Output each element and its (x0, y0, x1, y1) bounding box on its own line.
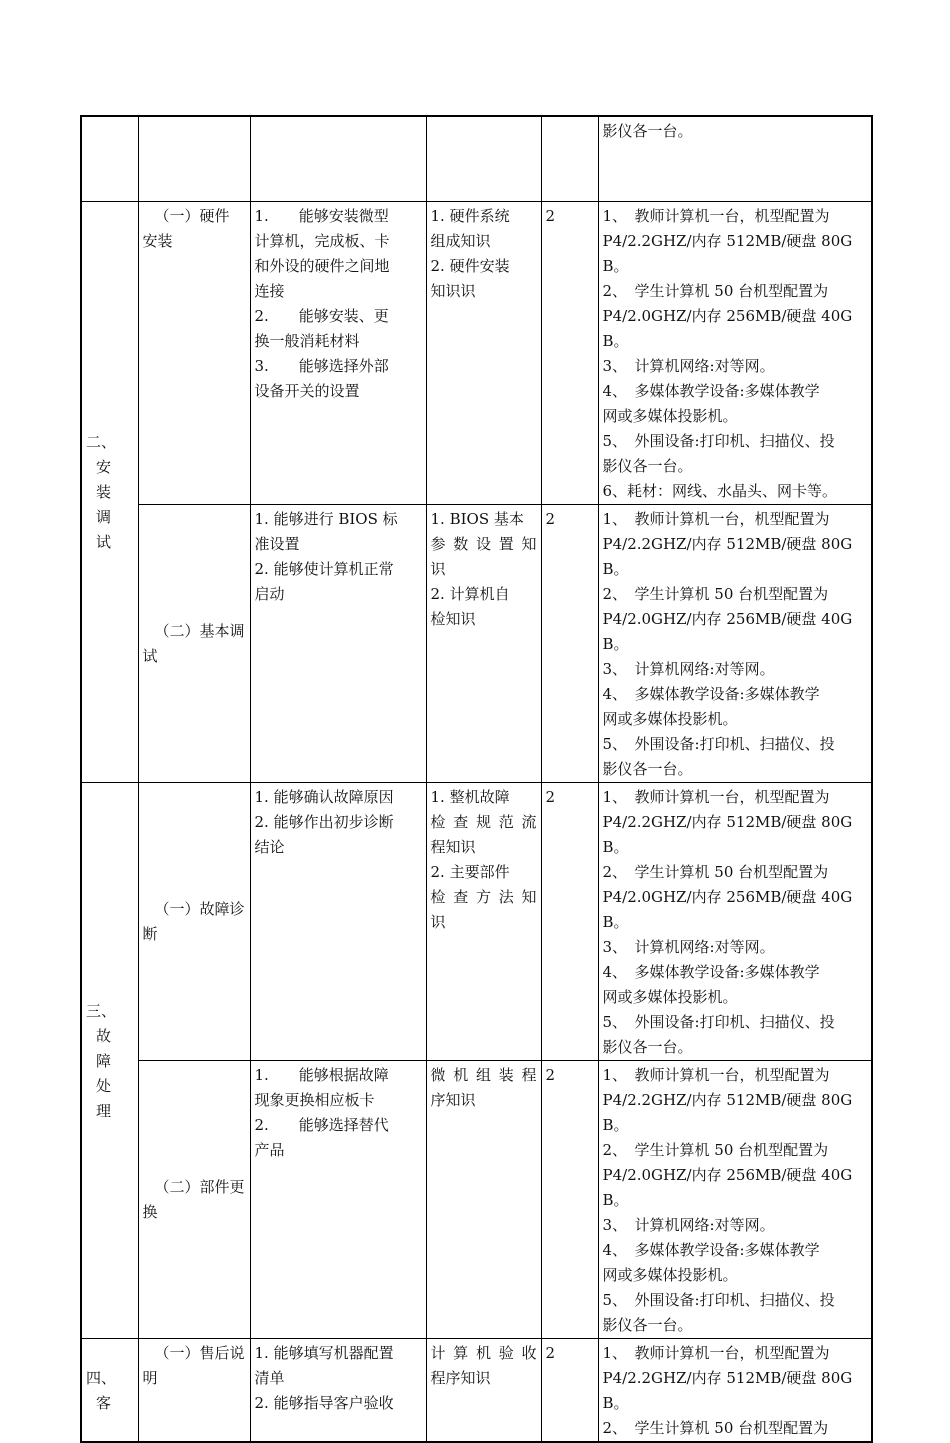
equipment-line: 5、 外围设备:打印机、扫描仪、投 (602, 734, 835, 753)
skill-line: 2. 能够选择替代 (254, 1115, 389, 1134)
module-title-line: 试 (96, 533, 112, 551)
course-syllabus-table (80, 115, 873, 1443)
skill-line: 2. 能够指导客户验收 (254, 1393, 394, 1412)
module-title-line: 理 (96, 1101, 112, 1120)
unit-cell (138, 116, 250, 201)
equipment-cell (598, 1338, 872, 1442)
unit-title-line: 安装 (142, 231, 173, 250)
skill-line: 3. 能够选择外部 (254, 356, 389, 375)
equipment-line: 1、 教师计算机一台，机型配置为 (602, 1343, 830, 1362)
hours-value: 2 (545, 206, 556, 225)
equipment-line: 4、 多媒体教学设备:多媒体教学 (602, 962, 820, 981)
knowledge-cell (426, 782, 541, 1060)
equipment-line: 影仪各一台。 (602, 122, 693, 140)
table-row (81, 1060, 872, 1338)
skill-line: 1. 能够确认故障原因 (254, 787, 394, 806)
skill-line: 清单 (254, 1368, 285, 1387)
equipment-line: 3、 计算机网络:对等网。 (602, 356, 775, 375)
skill-line: 1. 能够根据故障 (254, 1065, 389, 1084)
equipment-line: P4/2.2GHZ/内存 512MB/硬盘 80GB。 (602, 1090, 853, 1134)
equipment-line: 1、 教师计算机一台，机型配置为 (602, 1065, 830, 1084)
equipment-line: 4、 多媒体教学设备:多媒体教学 (602, 1240, 820, 1259)
knowledge-cell (426, 504, 541, 782)
equipment-line: 4、 多媒体教学设备:多媒体教学 (602, 381, 820, 400)
knowledge-cell (426, 1060, 541, 1338)
unit-title-line: 断 (142, 925, 158, 943)
skills-cell (250, 116, 426, 201)
equipment-line: 3、 计算机网络:对等网。 (602, 937, 775, 956)
equipment-line: 2、 学生计算机 50 台机型配置为 (602, 281, 829, 300)
knowledge-line: 识 (430, 559, 446, 578)
module-cell-fault (81, 782, 138, 1338)
unit-title-line: 换 (142, 1203, 158, 1221)
equipment-line: 影仪各一台。 (602, 456, 693, 475)
skill-line: 设备开关的设置 (254, 381, 360, 400)
unit-title-line: （二）部件更 (154, 1178, 245, 1196)
equipment-line: P4/2.0GHZ/内存 256MB/硬盘 40GB。 (602, 887, 853, 931)
skills-cell (250, 782, 426, 1060)
equipment-line: 4、 多媒体教学设备:多媒体教学 (602, 684, 820, 703)
table-row (81, 201, 872, 504)
skills-cell (250, 201, 426, 504)
knowledge-cell (426, 116, 541, 201)
equipment-line: P4/2.2GHZ/内存 512MB/硬盘 80GB。 (602, 1368, 853, 1412)
equipment-line: 1、 教师计算机一台，机型配置为 (602, 787, 830, 806)
knowledge-line: 2. 硬件安装 (430, 256, 510, 275)
module-title-line: 安 (96, 458, 112, 476)
knowledge-cell (426, 201, 541, 504)
knowledge-line: 2. 主要部件 (430, 862, 510, 881)
equipment-line: 影仪各一台。 (602, 1037, 693, 1056)
knowledge-line: 序知识 (430, 1090, 476, 1109)
equipment-line: 5、 外围设备:打印机、扫描仪、投 (602, 1290, 835, 1309)
equipment-cell (598, 782, 872, 1060)
skill-line: 2. 能够作出初步诊断 (254, 812, 394, 831)
module-title-line: 装 (96, 483, 112, 501)
skill-line: 连接 (254, 281, 285, 300)
module-cell (81, 116, 138, 201)
equipment-cell (598, 1060, 872, 1338)
equipment-cell (598, 116, 872, 201)
knowledge-line: 检知识 (430, 609, 476, 628)
equipment-line: 2、 学生计算机 50 台机型配置为 (602, 862, 829, 881)
equipment-line: 影仪各一台。 (602, 1315, 693, 1334)
knowledge-line: 1. BIOS 基本 (430, 509, 524, 528)
hours-value: 2 (545, 1343, 556, 1362)
equipment-line: 网或多媒体投影机。 (602, 709, 738, 728)
module-title-line: 调 (96, 508, 112, 526)
knowledge-line: 参数设置知 (430, 534, 537, 553)
equipment-line: 5、 外围设备:打印机、扫描仪、投 (602, 1012, 835, 1031)
unit-cell (138, 504, 250, 782)
equipment-line: 网或多媒体投影机。 (602, 406, 738, 425)
equipment-line: 3、 计算机网络:对等网。 (602, 1215, 775, 1234)
hours-value: 2 (545, 1065, 556, 1084)
skill-line: 和外设的硬件之间地 (254, 256, 390, 275)
hours-cell (541, 504, 598, 782)
table-row (81, 1338, 872, 1442)
equipment-cell (598, 201, 872, 504)
unit-cell (138, 1338, 250, 1442)
equipment-line: 2、 学生计算机 50 台机型配置为 (602, 1140, 829, 1159)
equipment-line: P4/2.0GHZ/内存 256MB/硬盘 40GB。 (602, 1165, 853, 1209)
unit-cell (138, 782, 250, 1060)
unit-title-line: （二）基本调 (154, 622, 245, 640)
hours-cell (541, 116, 598, 201)
hours-value: 2 (545, 787, 556, 806)
table-row (81, 504, 872, 782)
knowledge-line: 检查方法知 (430, 887, 537, 906)
unit-title-line: 试 (142, 647, 158, 665)
unit-title-line: （一）售后说 (154, 1343, 245, 1362)
module-title-line: 处 (96, 1076, 112, 1095)
equipment-line: 网或多媒体投影机。 (602, 1265, 738, 1284)
skills-cell (250, 1338, 426, 1442)
skill-line: 1. 能够填写机器配置 (254, 1343, 394, 1362)
module-title-line: 二、 (86, 433, 117, 451)
knowledge-line: 微机组装程 (430, 1065, 537, 1084)
unit-title-line: （一）故障诊 (154, 900, 245, 918)
equipment-line: P4/2.2GHZ/内存 512MB/硬盘 80GB。 (602, 534, 853, 578)
knowledge-line: 组成知识 (430, 231, 491, 250)
equipment-line: 6、耗材：网线、水晶头、网卡等。 (602, 481, 838, 500)
knowledge-line: 识 (430, 912, 446, 931)
hours-cell (541, 1338, 598, 1442)
hours-cell (541, 782, 598, 1060)
module-title-line: 四、 (86, 1368, 117, 1387)
knowledge-line: 程序知识 (430, 1368, 491, 1387)
equipment-line: 影仪各一台。 (602, 759, 693, 778)
knowledge-cell (426, 1338, 541, 1442)
module-title-line: 客 (96, 1393, 112, 1412)
knowledge-line: 知识识 (430, 281, 476, 300)
skill-line: 2. 能够使计算机正常 (254, 559, 394, 578)
equipment-line: P4/2.2GHZ/内存 512MB/硬盘 80GB。 (602, 812, 853, 856)
skill-line: 1. 能够安装微型 (254, 206, 389, 225)
module-cell-install (81, 201, 138, 782)
equipment-line: 1、 教师计算机一台，机型配置为 (602, 206, 830, 225)
table-row (81, 116, 872, 201)
equipment-cell (598, 504, 872, 782)
skill-line: 现象更换相应板卡 (254, 1090, 375, 1109)
skill-line: 启动 (254, 584, 285, 603)
equipment-line: 3、 计算机网络:对等网。 (602, 659, 775, 678)
module-title-line: 故 (96, 1026, 112, 1045)
skill-line: 2. 能够安装、更 (254, 306, 389, 325)
unit-title-line: 明 (142, 1368, 158, 1387)
equipment-line: 5、 外围设备:打印机、扫描仪、投 (602, 431, 835, 450)
knowledge-line: 程知识 (430, 837, 476, 856)
module-cell-service (81, 1338, 138, 1442)
unit-cell (138, 1060, 250, 1338)
equipment-line: 2、 学生计算机 50 台机型配置为 (602, 1418, 829, 1437)
equipment-line: 2、 学生计算机 50 台机型配置为 (602, 584, 829, 603)
skills-cell (250, 1060, 426, 1338)
equipment-line: 1、 教师计算机一台，机型配置为 (602, 509, 830, 528)
knowledge-line: 计算机验收 (430, 1343, 537, 1362)
equipment-line: P4/2.0GHZ/内存 256MB/硬盘 40GB。 (602, 609, 853, 653)
module-title-line: 三、 (86, 1001, 117, 1020)
skills-cell (250, 504, 426, 782)
module-title-line: 障 (96, 1051, 112, 1070)
equipment-line: P4/2.0GHZ/内存 256MB/硬盘 40GB。 (602, 306, 853, 350)
knowledge-line: 2. 计算机自 (430, 584, 510, 603)
knowledge-line: 1. 硬件系统 (430, 206, 510, 225)
equipment-line: P4/2.2GHZ/内存 512MB/硬盘 80GB。 (602, 231, 853, 275)
skill-line: 1. 能够进行 BIOS 标 (254, 509, 398, 528)
hours-cell (541, 1060, 598, 1338)
equipment-line: 网或多媒体投影机。 (602, 987, 738, 1006)
hours-cell (541, 201, 598, 504)
table-row (81, 782, 872, 1060)
skill-line: 产品 (254, 1140, 285, 1159)
knowledge-line: 检查规范流 (430, 812, 537, 831)
skill-line: 换一般消耗材料 (254, 331, 360, 350)
hours-value: 2 (545, 509, 556, 528)
skill-line: 准设置 (254, 534, 300, 553)
knowledge-line: 1. 整机故障 (430, 787, 510, 806)
skill-line: 结论 (254, 837, 285, 856)
unit-title-line: （一）硬件 (154, 206, 230, 225)
skill-line: 计算机，完成板、卡 (254, 231, 390, 250)
unit-cell (138, 201, 250, 504)
